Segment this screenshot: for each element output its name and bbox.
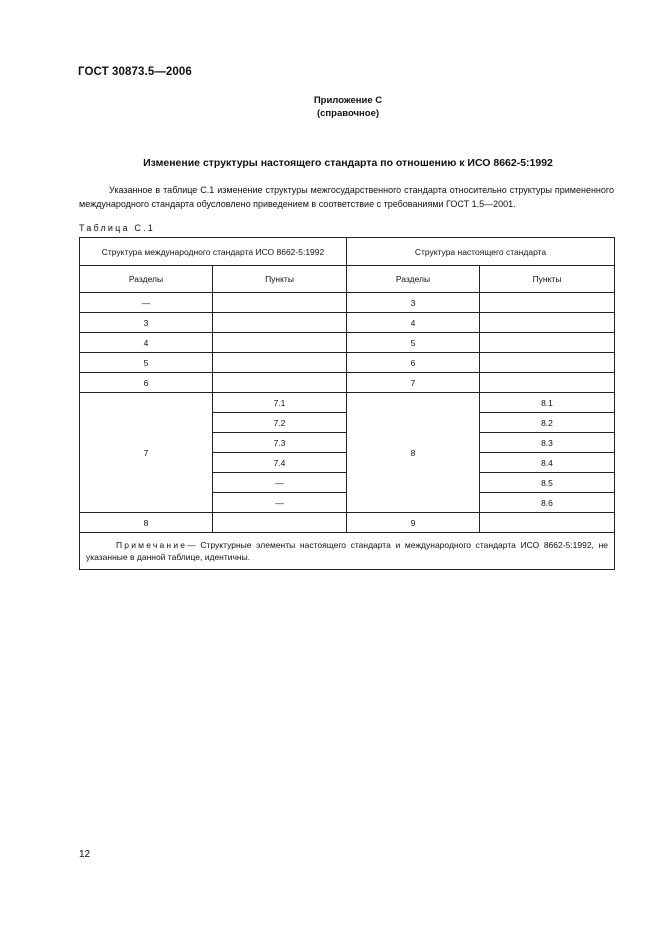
table-cell: — xyxy=(213,473,347,493)
table-cell xyxy=(480,373,615,393)
header-current: Структура настоящего стандарта xyxy=(347,238,615,266)
table-cell xyxy=(213,353,347,373)
note-label: Примечание xyxy=(116,540,188,550)
table-cell: 6 xyxy=(347,353,480,373)
table-cell: 9 xyxy=(347,513,480,533)
table-cell: 8.2 xyxy=(480,413,615,433)
document-header: ГОСТ 30873.5—2006 xyxy=(78,66,192,78)
subheader-cell: Пункты xyxy=(480,266,615,293)
table-row xyxy=(80,333,615,353)
annex-title: Приложение С xyxy=(313,95,383,106)
note-text: — Структурные элементы настоящего стандарта и международного стандарта ИСО 8662-5:1992, не указанные в данной таблице, идентичны. xyxy=(86,540,608,562)
table-cell: 4 xyxy=(80,333,213,353)
table-cell: — xyxy=(213,493,347,513)
header-international: Структура международного стандарта ИСО 8662-5:1992 xyxy=(80,238,347,266)
subheader-cell: Разделы xyxy=(347,266,480,293)
table-cell xyxy=(213,373,347,393)
table-cell xyxy=(213,293,347,313)
table-cell xyxy=(480,313,615,333)
table-row xyxy=(80,293,615,313)
table-cell: 4 xyxy=(347,313,480,333)
table-cell: 7.1 xyxy=(213,393,347,413)
table-row xyxy=(80,313,615,333)
table-header-row xyxy=(80,238,615,266)
table-cell: 7.3 xyxy=(213,433,347,453)
table-cell: 8.3 xyxy=(480,433,615,453)
table-row xyxy=(80,373,615,393)
table-cell: 7 xyxy=(347,373,480,393)
page-number: 12 xyxy=(79,849,91,860)
table-note xyxy=(80,533,615,570)
table-cell: 5 xyxy=(80,353,213,373)
annex-note: (справочное) xyxy=(316,108,380,119)
table-cell: 7.2 xyxy=(213,413,347,433)
intro-paragraph: Указанное в таблице С.1 изменение структуры межгосударственного стандарта относительно структуры примененного международного стандарта обусловлено приведением в соответствие с требованиями ГОСТ 1.5—2001. xyxy=(79,185,614,209)
table-row xyxy=(80,393,615,413)
section-title: Изменение структуры настоящего стандарта по отношению к ИСО 8662-5:1992 xyxy=(143,157,553,169)
table-cell xyxy=(480,513,615,533)
table-cell: 7.4 xyxy=(213,453,347,473)
table-cell xyxy=(213,313,347,333)
table-cell: 3 xyxy=(347,293,480,313)
table-subheader-row xyxy=(80,266,615,293)
table-cell: 3 xyxy=(80,313,213,333)
table-cell xyxy=(480,353,615,373)
table-row xyxy=(80,513,615,533)
table-cell: 8.5 xyxy=(480,473,615,493)
table-cell: 7 xyxy=(80,393,213,513)
table-cell: — xyxy=(80,293,213,313)
table-note-row xyxy=(80,533,615,570)
table-cell xyxy=(480,293,615,313)
table-cell: 8.1 xyxy=(480,393,615,413)
structure-table xyxy=(79,237,615,570)
table-cell xyxy=(480,333,615,353)
subheader-cell: Пункты xyxy=(213,266,347,293)
table-cell xyxy=(213,333,347,353)
subheader-cell: Разделы xyxy=(80,266,213,293)
table-caption: Таблица С.1 xyxy=(79,223,155,233)
table-cell: 5 xyxy=(347,333,480,353)
table-cell: 6 xyxy=(80,373,213,393)
table-row xyxy=(80,353,615,373)
table-cell: 8.4 xyxy=(480,453,615,473)
table-cell xyxy=(213,513,347,533)
table-cell: 8 xyxy=(347,393,480,513)
table-cell: 8 xyxy=(80,513,213,533)
table-cell: 8.6 xyxy=(480,493,615,513)
